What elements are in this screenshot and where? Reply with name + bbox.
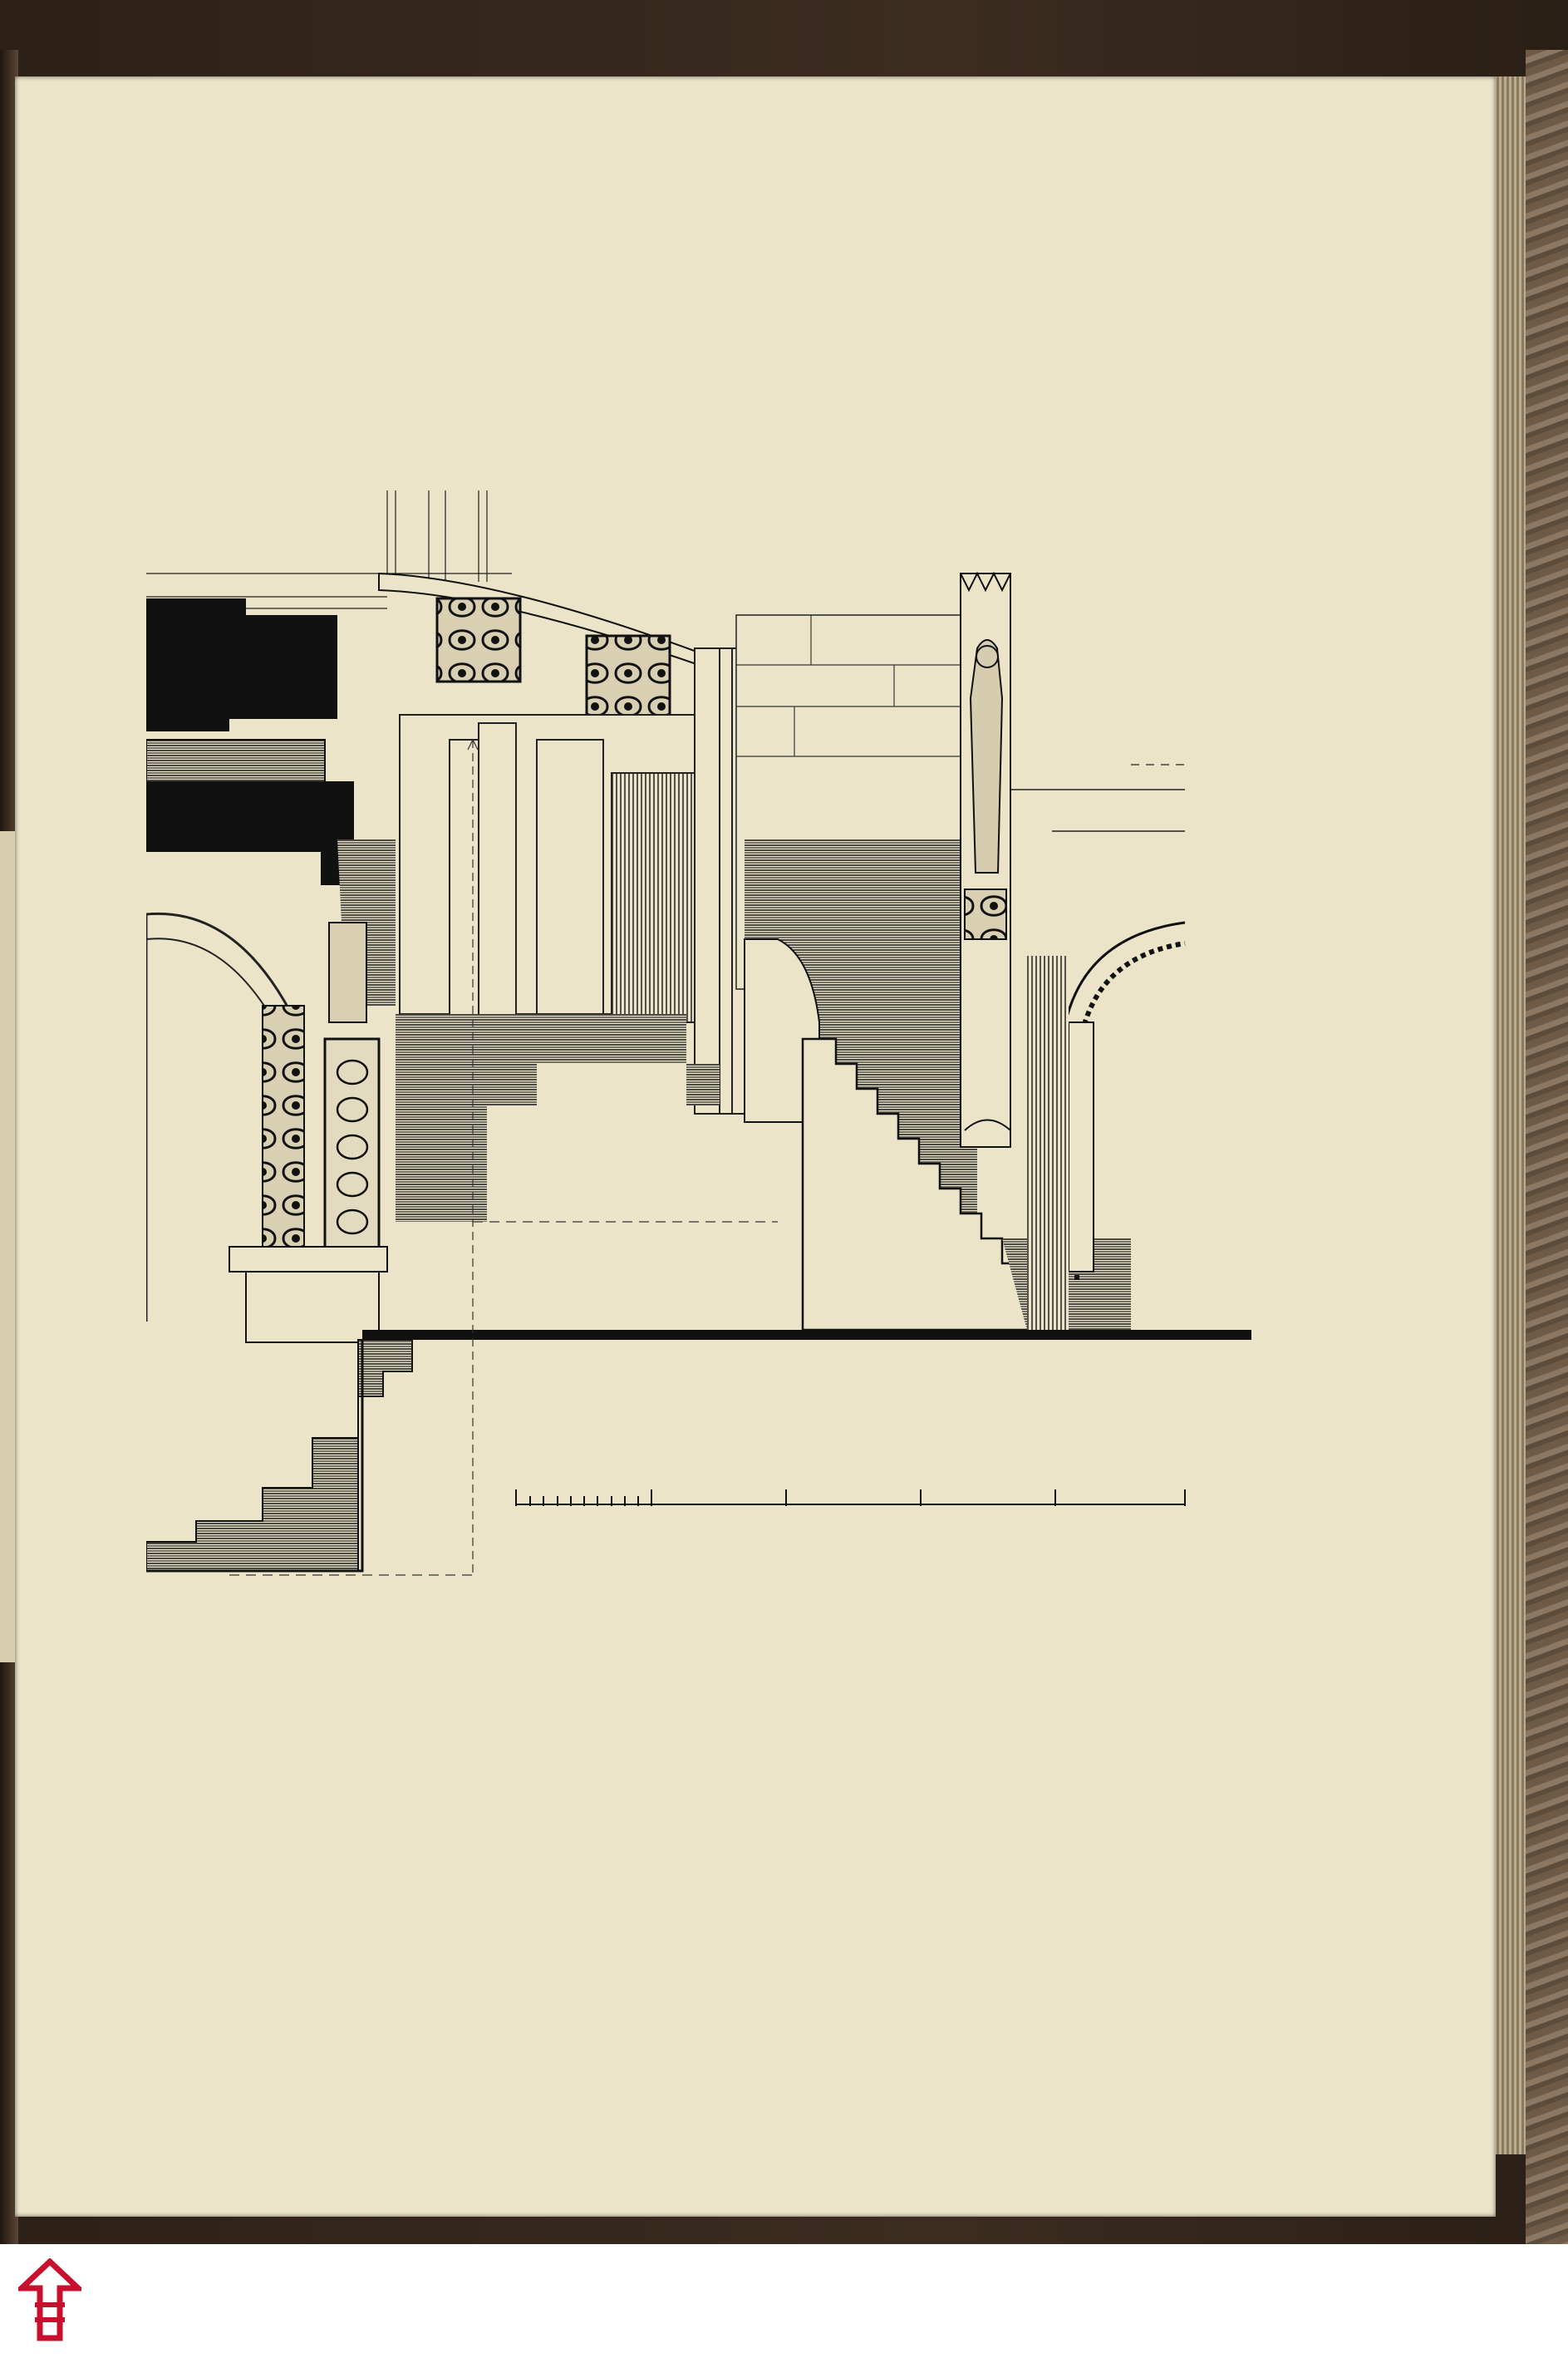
tracery-panel-2 bbox=[587, 636, 670, 719]
black-cornice bbox=[146, 598, 337, 731]
shadow-under-screen bbox=[396, 1014, 720, 1222]
column-right-bottom bbox=[707, 1622, 1249, 1629]
scale-bar bbox=[516, 1489, 1185, 1506]
cross-section-drawing bbox=[146, 490, 1268, 1596]
floor-1820-steps bbox=[146, 1340, 412, 1571]
library-logo-icon[interactable] bbox=[18, 2258, 81, 2341]
tracery-panel-1 bbox=[437, 598, 520, 682]
pilaster bbox=[329, 923, 366, 1022]
floor-1580 bbox=[362, 1330, 1251, 1340]
page-stack-edge bbox=[1494, 76, 1526, 2154]
viewer-footer bbox=[0, 2244, 1568, 2358]
carved-pilaster-2 bbox=[325, 1039, 379, 1263]
drawing-ground-line bbox=[146, 1589, 147, 1590]
carved-pilaster-1 bbox=[263, 1006, 304, 1255]
black-beam bbox=[146, 781, 354, 885]
statue bbox=[971, 640, 1002, 873]
marbled-cover bbox=[1526, 50, 1568, 2244]
